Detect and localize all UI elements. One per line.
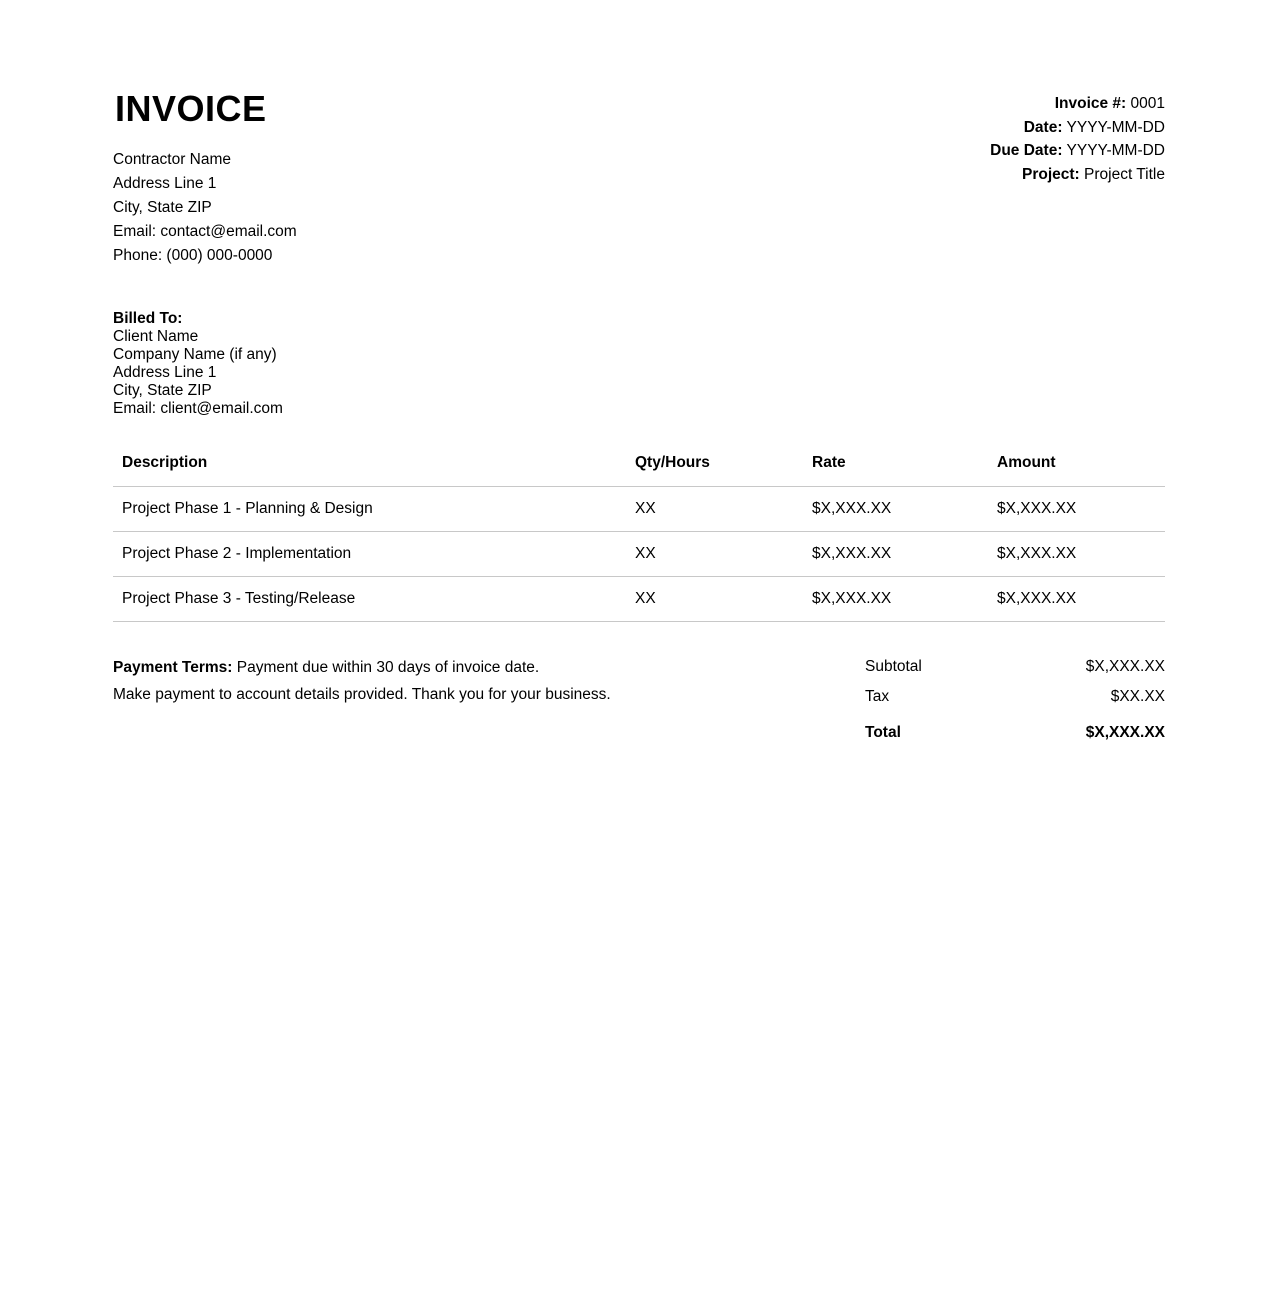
- column-header-rate: Rate: [803, 454, 988, 487]
- invoice-meta-block: [990, 88, 1165, 186]
- column-header-amount: Amount: [988, 454, 1165, 487]
- column-header-qty-hours: Qty/Hours: [626, 454, 803, 487]
- invoice-project-value: Project Title: [1084, 165, 1165, 183]
- invoice-due-date-value: YYYY-MM-DD: [1066, 142, 1165, 159]
- issuer-address-line-1: Address Line 1: [113, 175, 217, 192]
- invoice-footer: [113, 652, 1165, 748]
- table-row: [113, 577, 1165, 622]
- invoice-number-value: 0001: [1130, 95, 1165, 112]
- invoice-date-label: Date:: [1023, 118, 1063, 136]
- cell-description: Project Phase 3 - Testing/Release: [113, 577, 626, 622]
- invoice-due-date-row: [990, 139, 1165, 163]
- issuer-city-state-zip: City, State ZIP: [113, 199, 212, 216]
- invoice-date-row: [990, 116, 1165, 140]
- client-name: Client Name: [113, 328, 199, 345]
- invoice-date-value: YYYY-MM-DD: [1066, 118, 1165, 136]
- tax-label: Tax: [865, 688, 890, 705]
- subtotal-label: Subtotal: [865, 658, 922, 675]
- cell-amount: $X,XXX.XX: [988, 532, 1165, 577]
- payment-terms-text: Payment due within 30 days of invoice date.: [236, 659, 540, 676]
- payment-terms-label: Payment Terms:: [113, 659, 233, 676]
- invoice-number-label: Invoice #:: [1054, 95, 1127, 112]
- page-title: INVOICE: [115, 88, 267, 129]
- total-label: Total: [865, 724, 901, 741]
- cell-qty: XX: [626, 532, 803, 577]
- issuer-phone: Phone: (000) 000-0000: [113, 247, 273, 264]
- payment-terms-block: [113, 652, 611, 708]
- issuer-email: Email: contact@email.com: [113, 223, 297, 240]
- issuer-name: Contractor Name: [113, 151, 232, 168]
- cell-description: Project Phase 1 - Planning & Design: [113, 487, 626, 532]
- client-address-line-1: Address Line 1: [113, 364, 217, 381]
- cell-amount: $X,XXX.XX: [988, 577, 1165, 622]
- invoice-project-label: Project:: [1021, 165, 1080, 183]
- table-header-row: [113, 454, 1165, 487]
- cell-qty: XX: [626, 487, 803, 532]
- line-items-table: [113, 454, 1165, 622]
- totals-row-tax: [865, 682, 1165, 712]
- client-company: Company Name (if any): [113, 346, 277, 363]
- cell-rate: $X,XXX.XX: [803, 577, 988, 622]
- cell-qty: XX: [626, 577, 803, 622]
- payment-note: Make payment to account details provided. Thank you for your business.: [113, 686, 611, 703]
- client-email: Email: client@email.com: [113, 400, 283, 417]
- total-value: $X,XXX.XX: [1085, 724, 1165, 741]
- totals-table: [865, 652, 1165, 748]
- invoice-project-row: [990, 163, 1165, 187]
- column-header-description: Description: [113, 454, 626, 487]
- invoice-due-date-label: Due Date:: [990, 142, 1063, 159]
- cell-rate: $X,XXX.XX: [803, 487, 988, 532]
- invoice-header: [113, 88, 1165, 268]
- totals-row-total: [865, 712, 1165, 748]
- subtotal-value: $X,XXX.XX: [1085, 658, 1165, 675]
- invoice-number-row: [990, 92, 1165, 116]
- cell-amount: $X,XXX.XX: [988, 487, 1165, 532]
- cell-rate: $X,XXX.XX: [803, 532, 988, 577]
- client-city-state-zip: City, State ZIP: [113, 382, 212, 399]
- cell-description: Project Phase 2 - Implementation: [113, 532, 626, 577]
- tax-value: $XX.XX: [1110, 688, 1165, 705]
- totals-row-subtotal: [865, 652, 1165, 682]
- billed-to-block: [113, 310, 1165, 418]
- billed-to-title: Billed To:: [113, 310, 183, 327]
- table-row: [113, 487, 1165, 532]
- payment-terms-line: [113, 654, 611, 681]
- issuer-address: [113, 148, 297, 268]
- issuer-block: [113, 88, 297, 268]
- table-row: [113, 532, 1165, 577]
